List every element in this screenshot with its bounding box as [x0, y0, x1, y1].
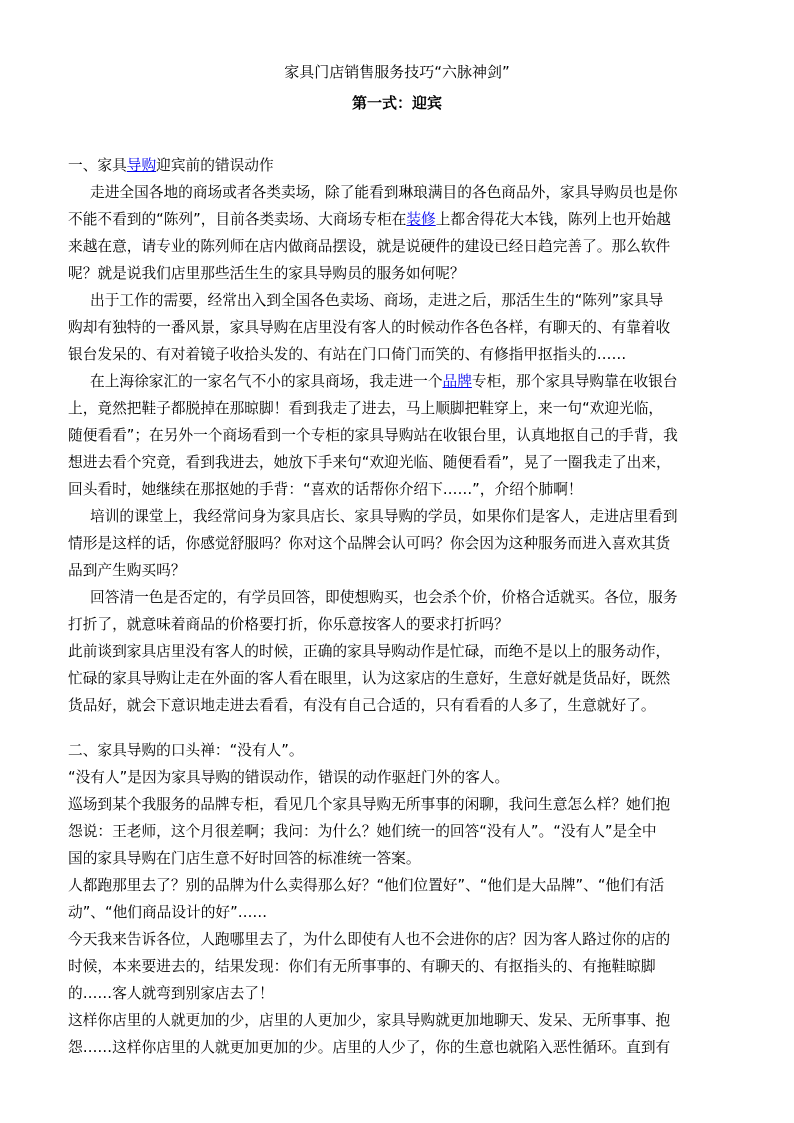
line-text-b: 专柜，那个家具导购靠在收银台	[471, 373, 678, 390]
zhuangxiu-link[interactable]: 装修	[406, 211, 436, 228]
paragraph-line: 回答清一色是否定的，有学员回答，即使想购买，也会杀个价，价格合适就买。各位，服务	[90, 589, 678, 606]
section-2	[68, 737, 730, 1061]
paragraph-line: 回头看时，她继续在那抠她的手背：“喜欢的话帮你介绍下……”，介绍个肺啊！	[68, 481, 583, 498]
paragraph-line: 巡场到某个我服务的品牌专柜，看见几个家具导购无所事事的闲聊，我问生意怎么样？她们抱	[68, 796, 671, 813]
paragraph-line: 品到产生购买吗？	[68, 562, 186, 579]
section-1-heading	[68, 152, 730, 179]
paragraph-line: 动”、“他们商品设计的好”……	[68, 904, 268, 921]
paragraph-line	[68, 206, 730, 233]
paragraph-line: 呢？就是说我们店里那些活生生的家具导购员的服务如何呢？	[68, 265, 465, 282]
paragraph-line: 货品好，就会下意识地走进去看看，有没有自己合适的，只有看看的人多了，生意就好了。	[68, 697, 656, 714]
heading-text-b: 迎宾前的错误动作	[156, 157, 274, 174]
paragraph-line: 想进去看个究竟，看到我进去，她放下手来句“欢迎光临、随便看看”，晃了一圈我走了出来，	[68, 454, 671, 471]
paragraph-line: 来越在意，请专业的陈列师在店内做商品摆设，就是说硬件的建设已经日趋完善了。那么软件	[68, 238, 671, 255]
pinpai-link[interactable]: 品牌	[442, 373, 472, 390]
paragraph-line: 这样你店里的人就更加的少，店里的人更加少，家具导购就更加地聊天、发呆、无所事事、抱	[68, 1012, 671, 1029]
line-text-a: 不能不看到的“陈列”，目前各类卖场、大商场专柜在	[68, 211, 407, 228]
document-subtitle: 第一式：迎宾	[351, 94, 442, 112]
paragraph-line: “没有人”是因为家具导购的错误动作，错误的动作驱赶门外的客人。	[68, 769, 510, 786]
daogou-link[interactable]: 导购	[126, 157, 157, 174]
paragraph-line: 今天我来告诉各位，人跑哪里去了，为什么即使有人也不会进你的店？因为客人路过你的店的	[68, 931, 671, 948]
paragraph-line: 人都跑那里去了？别的品牌为什么卖得那么好？“他们位置好”、“他们是大品牌”、“他们有活	[68, 877, 665, 894]
section-1	[68, 152, 730, 719]
paragraph-line: 国的家具导购在门店生意不好时回答的标准统一答案。	[68, 850, 421, 867]
paragraph-line: 购却有独特的一番风景，家具导购在店里没有客人的时候动作各色各样，有聊天的、有靠着收	[68, 319, 671, 336]
heading-text-a: 一、家具	[68, 157, 127, 174]
paragraph-line: 走进全国各地的商场或者各类卖场，除了能看到琳琅满目的各色商品外，家具导购员也是你	[90, 184, 678, 201]
section-2-heading: 二、家具导购的口头禅：“没有人”。	[68, 742, 304, 759]
paragraph-line: 打折了，就意味着商品的价格要打折，你乐意按客人的要求打折吗？	[68, 616, 509, 633]
paragraph-line: 忙碌的家具导购让走在外面的客人看在眼里，认为这家店的生意好，生意好就是货品好，既然	[68, 670, 671, 687]
paragraph-line: 随便看看”；在另外一个商场看到一个专柜的家具导购站在收银台里，认真地抠自己的手背，我	[68, 427, 678, 444]
paragraph-line: 上，竟然把鞋子都脱掉在那晾脚！看到我走了进去，马上顺脚把鞋穿上，来一句“欢迎光临，	[68, 400, 664, 417]
document-title: 家具门店销售服务技巧“六脉神剑”	[284, 63, 510, 81]
paragraph-line: 怨……这样你店里的人就更加更加的少。店里的人少了，你的生意也就陷入恶性循环。直到有	[68, 1039, 671, 1056]
line-text-a: 在上海徐家汇的一家名气不小的家具商场，我走进一个	[90, 373, 443, 390]
paragraph-line: 时候，本来要进去的，结果发现：你们有无所事事的、有聊天的、有抠指头的、有拖鞋晾脚	[68, 958, 656, 975]
paragraph-line: 情形是这样的话，你感觉舒服吗？你对这个品牌会认可吗？你会因为这种服务而进入喜欢其货	[68, 535, 671, 552]
paragraph-line: 的……客人就弯到别家店去了！	[68, 985, 274, 1002]
paragraph-line: 此前谈到家具店里没有客人的时候，正确的家具导购动作是忙碌，而绝不是以上的服务动作，	[68, 643, 671, 660]
paragraph-line	[68, 368, 730, 395]
paragraph-line: 出于工作的需要，经常出入到全国各色卖场、商场，走进之后，那活生生的“陈列”家具导	[90, 292, 664, 309]
line-text-b: 上都舍得花大本钱，陈列上也开始越	[435, 211, 671, 228]
paragraph-line: 怨说：王老师，这个月很差啊；我问：为什么？她们统一的回答“没有人”。“没有人”是全中	[68, 823, 657, 840]
paragraph-line: 银台发呆的、有对着镜子收拾头发的、有站在门口倚门而笑的、有修指甲抠指头的……	[68, 346, 627, 363]
paragraph-line: 培训的课堂上，我经常问身为家具店长、家具导购的学员，如果你们是客人，走进店里看到	[90, 508, 678, 525]
